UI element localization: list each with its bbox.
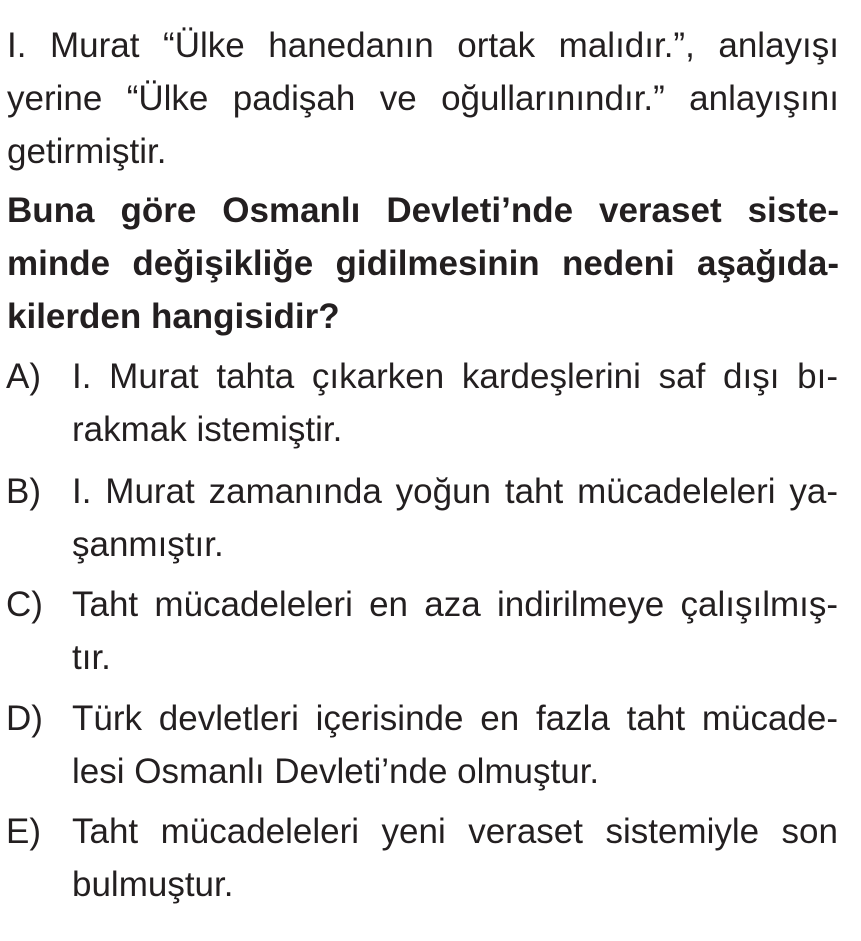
option-a-line-2: rakmak istemiştir. — [72, 410, 343, 449]
option-d-line-1: Türk devletleri içerisinde en fazla taht mücade- — [72, 699, 838, 738]
stem-line-2: yerine “Ülke padişah ve oğullarınındır.” anlayışını — [7, 79, 839, 118]
option-d-letter: D) — [6, 699, 43, 738]
option-c-line-1: Taht mücadeleleri en aza indirilmeye çalışılmış- — [72, 585, 838, 624]
option-b-line-2: şanmıştır. — [72, 525, 224, 564]
option-b-letter: B) — [6, 472, 41, 511]
option-c-letter: C) — [6, 585, 43, 624]
prompt-line-3: kilerden hangisidir? — [7, 297, 340, 336]
option-e-letter: E) — [6, 812, 41, 851]
option-c-line-2: tır. — [72, 638, 111, 677]
stem-line-1: I. Murat “Ülke hanedanın ortak malıdır.”, anlayışı — [7, 26, 839, 65]
option-e-line-1: Taht mücadeleleri yeni veraset sistemiyle son — [72, 812, 838, 851]
option-e-line-2: bulmuştur. — [72, 865, 234, 904]
prompt-line-1: Buna göre Osmanlı Devleti’nde veraset siste- — [7, 191, 839, 230]
option-a-letter: A) — [6, 357, 41, 396]
option-a-line-1: I. Murat tahta çıkarken kardeşlerini saf dışı bı- — [72, 357, 838, 396]
prompt-line-2: minde değişikliğe gidilmesinin nedeni aşağıda- — [7, 244, 839, 283]
option-d-line-2: lesi Osmanlı Devleti’nde olmuştur. — [72, 752, 600, 791]
option-b-line-1: I. Murat zamanında yoğun taht mücadeleleri ya- — [72, 472, 838, 511]
stem-line-3: getirmiştir. — [7, 132, 167, 171]
